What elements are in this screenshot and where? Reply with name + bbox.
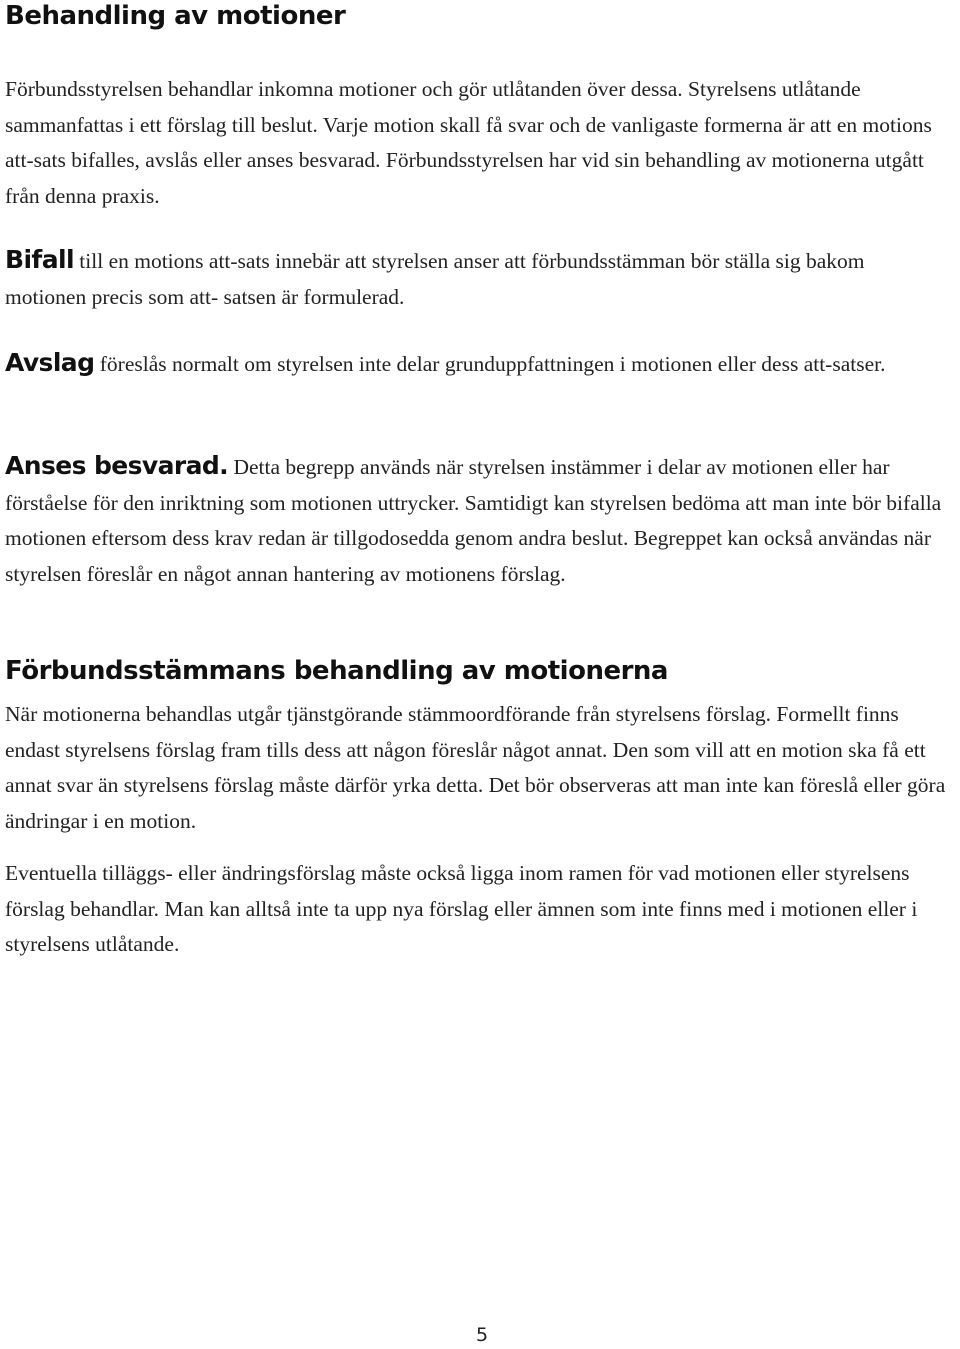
bifall-paragraph xyxy=(5,242,950,315)
anses-besvarad-text: Detta begrepp används när styrelsen instämmer i delar av motionen eller har förståelse för den inriktning som motionen uttrycker. Samtidigt kan styrelsen bedöma att man inte bör bifalla motionen eftersom dess krav redan är tillgodosedda genom andra beslut. Begreppet kan också användas när styrelsen föreslår en något annan hantering av motionens förslag. xyxy=(5,455,942,586)
bifall-text: till en motions att-sats innebär att styrelsen anser att förbundsstämman bör ställa sig bakom motionen precis som att- satsen är formulerad. xyxy=(5,249,865,309)
section-heading-behandling: Behandling av motioner xyxy=(5,1,346,31)
section-heading-forbundsstamman: Förbundsstämmans behandling av motionerna xyxy=(5,656,668,686)
avslag-text: föreslås normalt om styrelsen inte delar grunduppfattningen i motionen eller dess att-satser. xyxy=(94,352,886,376)
anses-besvarad-paragraph xyxy=(5,448,950,592)
avslag-term: Avslag xyxy=(5,348,95,377)
bifall-term: Bifall xyxy=(5,245,74,274)
stamma-paragraph-2: Eventuella tilläggs- eller ändringsförslag måste också ligga inom ramen för vad motionen eller styrelsens förslag behandlar. Man kan alltså inte ta upp nya förslag eller ämnen som inte finns med i motionen eller i styrelsens utlåtande. xyxy=(5,861,918,956)
intro-paragraph: Förbundsstyrelsen behandlar inkomna motioner och gör utlåtanden över dessa. Styrelsens utlåtande sammanfattas i ett förslag till beslut. Varje motion skall få svar och de vanligaste formerna är att en motions att-sats bifalles, avslås eller anses besvarad. Förbundsstyrelsen har vid sin behandling av motionerna utgått från denna praxis. xyxy=(5,77,932,208)
stamma-paragraph-1: När motionerna behandlas utgår tjänstgörande stämmoordförande från styrelsens förslag. Formellt finns endast styrelsens förslag fram tills dess att någon föreslår något annat. Den som vill att en motion ska få ett annat svar än styrelsens förslag måste därför yrka detta. Det bör observeras att man inte kan föreslå eller göra ändringar i en motion. xyxy=(5,702,946,833)
page-number: 5 xyxy=(476,1324,489,1346)
anses-besvarad-term: Anses besvarad. xyxy=(5,451,229,480)
avslag-paragraph xyxy=(5,345,950,383)
